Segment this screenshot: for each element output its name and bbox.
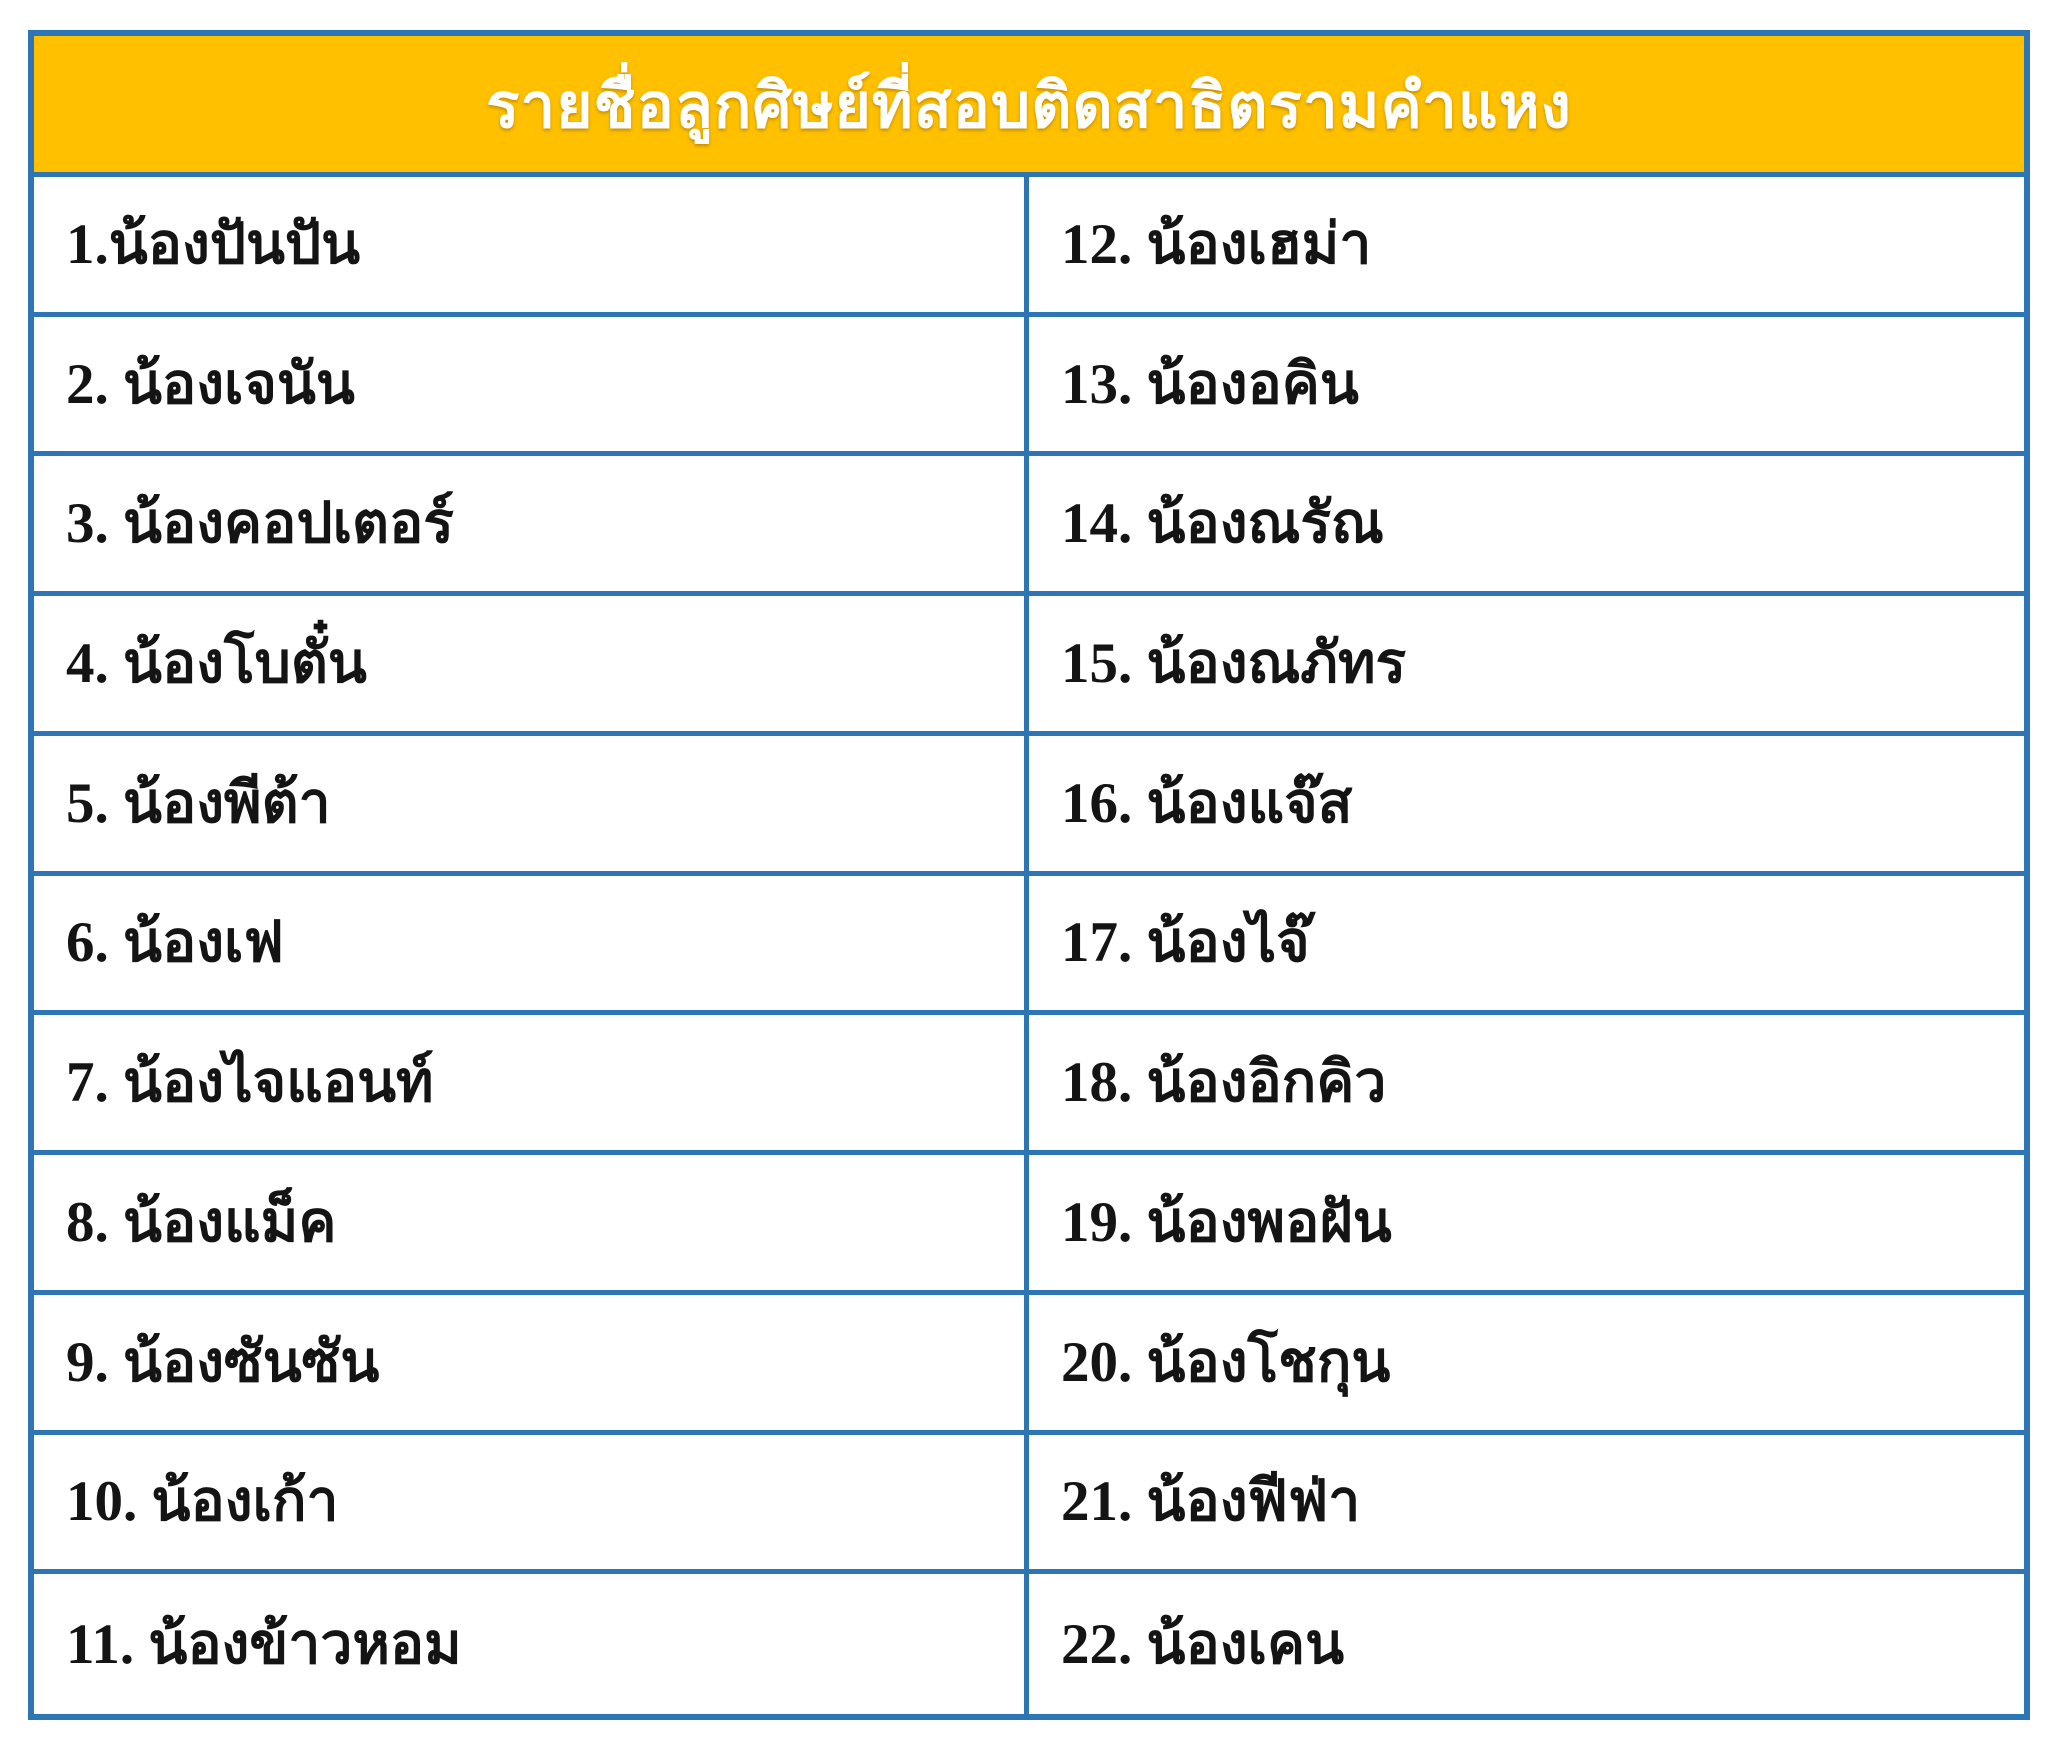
student-cell-2: 2. น้องเจนัน bbox=[34, 317, 1029, 457]
student-cell-4: 4. น้องโบตั๋น bbox=[34, 596, 1029, 736]
student-cell-6: 6. น้องเฟ bbox=[34, 876, 1029, 1016]
student-cell-1: 1.น้องปันปัน bbox=[34, 177, 1029, 317]
student-cell-8: 8. น้องแม็ค bbox=[34, 1155, 1029, 1295]
admitted-students-table bbox=[28, 30, 2030, 1720]
student-cell-22: 22. น้องเคน bbox=[1061, 1612, 1345, 1676]
student-cell-18: 18. น้องอิกคิว bbox=[1029, 1015, 2024, 1155]
student-cell-14: 14. น้องณรัณ bbox=[1029, 456, 2024, 596]
table-header bbox=[34, 36, 2024, 177]
student-cell-19: 19. น้องพอฝัน bbox=[1029, 1155, 2024, 1295]
table-body bbox=[34, 177, 2024, 1714]
student-cell-16: 16. น้องแจ๊ส bbox=[1029, 736, 2024, 876]
student-cell-17: 17. น้องไจ๊ bbox=[1029, 876, 2024, 1016]
student-cell-10: 10. น้องเก้า bbox=[34, 1435, 1029, 1575]
student-cell-21: 21. น้องฟีฟ่า bbox=[1029, 1435, 2024, 1575]
student-cell-15: 15. น้องณภัทร bbox=[1029, 596, 2024, 736]
student-cell-20: 20. น้องโชกุน bbox=[1029, 1295, 2024, 1435]
table-title: รายชื่อลูกศิษย์ที่สอบติดสาธิตรามคำแหง bbox=[486, 73, 1572, 141]
student-cell-9: 9. น้องซันซัน bbox=[34, 1295, 1029, 1435]
student-cell-11: 11. น้องข้าวหอม bbox=[34, 1574, 1029, 1714]
student-cell-13: 13. น้องอคิน bbox=[1029, 317, 2024, 457]
student-cell-12: 12. น้องเฮม่า bbox=[1029, 177, 2024, 317]
student-cell-7: 7. น้องไจแอนท์ bbox=[34, 1015, 1029, 1155]
student-cell-5: 5. น้องพีต้า bbox=[34, 736, 1029, 876]
student-cell-3: 3. น้องคอปเตอร์ bbox=[34, 456, 1029, 596]
